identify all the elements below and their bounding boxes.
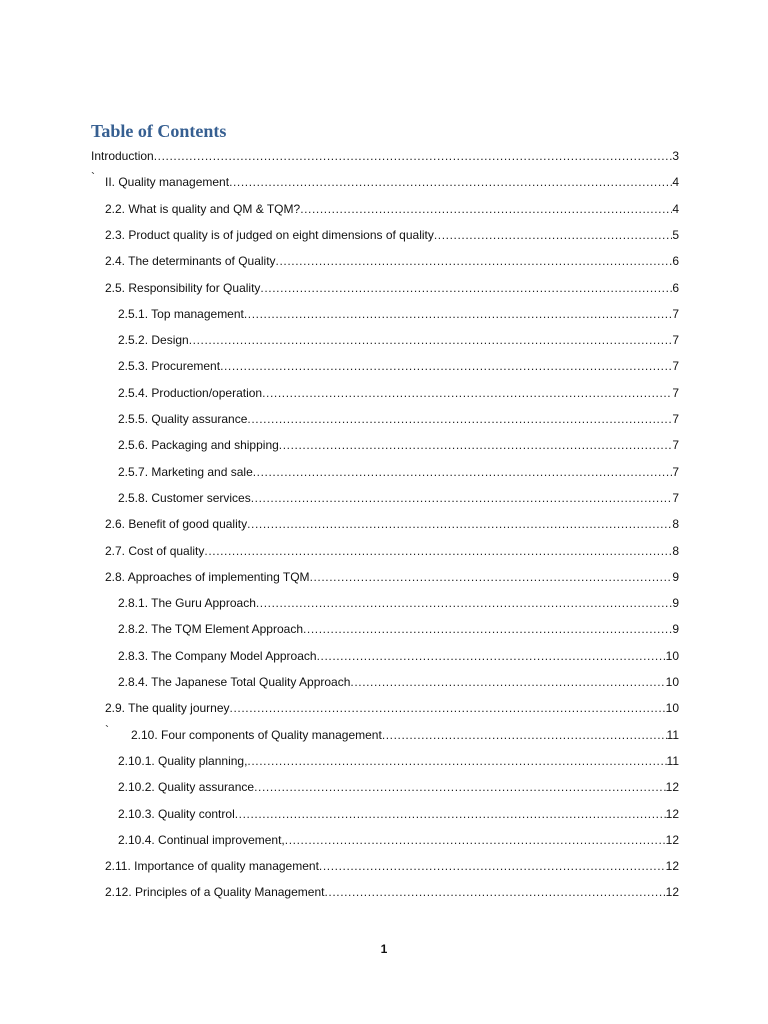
- toc-dot-leader: [279, 435, 673, 455]
- toc-entry[interactable]: [118, 409, 679, 429]
- toc-entry[interactable]: [118, 435, 679, 455]
- toc-entry-page-number: 5: [672, 228, 679, 242]
- toc-entry-mark: `: [91, 170, 95, 184]
- toc-entry-label: 2.5.5. Quality assurance: [118, 412, 248, 426]
- toc-entry-label: 2.8.3. The Company Model Approach: [118, 649, 317, 663]
- toc-entry[interactable]: [105, 882, 679, 902]
- toc-entry-label: 2.5.4. Production/operation: [118, 386, 263, 400]
- toc-entry-label: 2.7. Cost of quality: [105, 544, 205, 558]
- toc-entry-page-number: 4: [672, 175, 679, 189]
- toc-entry-label: 2.5.3. Procurement: [118, 359, 221, 373]
- toc-dot-leader: [247, 751, 666, 771]
- toc-entry[interactable]: [118, 304, 679, 324]
- toc-entry[interactable]: [118, 330, 679, 350]
- toc-entry-label: II. Quality management: [105, 175, 230, 189]
- toc-entry-label: 2.6. Benefit of good quality: [105, 517, 248, 531]
- toc-title: Table of Contents: [91, 121, 227, 141]
- toc-entry-page-number: 12: [665, 807, 679, 821]
- toc-entry-label: 2.10.1. Quality planning,: [118, 754, 248, 768]
- toc-entry[interactable]: [91, 146, 679, 166]
- toc-dot-leader: [310, 567, 673, 587]
- toc-entry-label: 2.5. Responsibility for Quality: [105, 281, 261, 295]
- toc-entry-page-number: 7: [672, 333, 679, 347]
- toc-entry-mark: `: [105, 723, 109, 737]
- toc-entry-label: 2.9. The quality journey: [105, 701, 230, 715]
- toc-entry[interactable]: [118, 646, 679, 666]
- toc-entry-label: 2.2. What is quality and QM & TQM?: [105, 202, 301, 216]
- toc-entry[interactable]: [105, 698, 679, 718]
- toc-dot-leader: [260, 278, 672, 298]
- toc-entry[interactable]: [118, 672, 679, 692]
- toc-entry-label: Introduction: [91, 149, 154, 163]
- toc-entry-page-number: 12: [665, 833, 679, 847]
- toc-dot-leader: [204, 541, 672, 561]
- toc-dot-leader: [189, 330, 673, 350]
- toc-dot-leader: [247, 514, 672, 534]
- toc-entry-page-number: 9: [672, 596, 679, 610]
- toc-entry-page-number: 6: [672, 281, 679, 295]
- toc-entry[interactable]: [105, 199, 679, 219]
- toc-dot-leader: [244, 304, 672, 324]
- toc-entry-label: 2.8.4. The Japanese Total Quality Approach: [118, 675, 351, 689]
- toc-entry-page-number: 10: [665, 675, 679, 689]
- toc-entry[interactable]: [118, 383, 679, 403]
- toc-dot-leader: [253, 462, 673, 482]
- toc-entry-label: 2.10.3. Quality control: [118, 807, 235, 821]
- toc-dot-leader: [324, 882, 665, 902]
- toc-entry-page-number: 12: [665, 859, 679, 873]
- toc-dot-leader: [235, 804, 666, 824]
- toc-dot-leader: [256, 593, 672, 613]
- toc-entry-page-number: 12: [665, 885, 679, 899]
- toc-entry-page-number: 7: [672, 438, 679, 452]
- toc-dot-leader: [350, 672, 665, 692]
- toc-dot-leader: [251, 488, 673, 508]
- toc-entry[interactable]: [118, 751, 679, 771]
- toc-entry[interactable]: [118, 830, 679, 850]
- toc-dot-leader: [154, 146, 673, 166]
- toc-entry-page-number: 8: [672, 517, 679, 531]
- toc-dot-leader: [319, 856, 666, 876]
- toc-entry-page-number: 7: [672, 386, 679, 400]
- toc-dot-leader: [285, 830, 666, 850]
- toc-dot-leader: [303, 619, 672, 639]
- toc-entry-label: 2.4. The determinants of Quality: [105, 254, 276, 268]
- toc-entry-label: 2.8. Approaches of implementing TQM: [105, 570, 310, 584]
- toc-entry-label: 2.10. Four components of Quality management: [131, 728, 382, 742]
- toc-entry[interactable]: [118, 593, 679, 613]
- toc-entry-page-number: 9: [672, 622, 679, 636]
- toc-entry[interactable]: [105, 541, 679, 561]
- toc-entry[interactable]: [105, 251, 679, 271]
- toc-entry-label: 2.5.6. Packaging and shipping: [118, 438, 279, 452]
- toc-entry-label: 2.10.4. Continual improvement,: [118, 833, 285, 847]
- toc-dot-leader: [220, 356, 672, 376]
- toc-entry-page-number: 10: [665, 701, 679, 715]
- toc-dot-leader: [382, 725, 667, 745]
- toc-entry-page-number: 7: [672, 465, 679, 479]
- toc-entry[interactable]: [105, 567, 679, 587]
- toc-entry[interactable]: [118, 619, 679, 639]
- toc-entry[interactable]: [105, 278, 679, 298]
- toc-entry[interactable]: [118, 804, 679, 824]
- toc-entry-page-number: 3: [672, 149, 679, 163]
- toc-dot-leader: [317, 646, 666, 666]
- toc-dot-leader: [434, 225, 672, 245]
- toc-entry[interactable]: [91, 170, 679, 192]
- toc-dot-leader: [247, 409, 672, 429]
- toc-dot-leader: [254, 777, 666, 797]
- page-number: 1: [380, 942, 388, 956]
- toc-entry[interactable]: [118, 356, 679, 376]
- toc-entry-page-number: 9: [672, 570, 679, 584]
- toc-entry-page-number: 12: [665, 780, 679, 794]
- toc-entry-label: 2.8.2. The TQM Element Approach: [118, 622, 303, 636]
- toc-entry-label: 2.11. Importance of quality management: [105, 859, 319, 873]
- toc-dot-leader: [229, 172, 672, 192]
- toc-entry-page-number: 11: [666, 754, 679, 768]
- toc-entry-label: 2.5.7. Marketing and sale: [118, 465, 253, 479]
- toc-entry-page-number: 7: [672, 307, 679, 321]
- toc-dot-leader: [300, 199, 672, 219]
- toc-entry-page-number: 7: [672, 491, 679, 505]
- toc-entry-label: 2.5.1. Top management: [118, 307, 244, 321]
- toc-entry-label: 2.5.8. Customer services: [118, 491, 251, 505]
- toc-entry-page-number: 7: [672, 359, 679, 373]
- toc-entry-page-number: 11: [666, 728, 679, 742]
- toc-dot-leader: [276, 251, 673, 271]
- toc-entry[interactable]: [105, 723, 679, 745]
- toc-entry-label: 2.8.1. The Guru Approach: [118, 596, 256, 610]
- toc-dot-leader: [230, 698, 666, 718]
- toc-dot-leader: [262, 383, 672, 403]
- toc-entry[interactable]: [105, 225, 679, 245]
- toc-entry-label: 2.10.2. Quality assurance: [118, 780, 255, 794]
- toc-entry-page-number: 10: [665, 649, 679, 663]
- toc-entry-page-number: 7: [672, 412, 679, 426]
- toc-entry[interactable]: [118, 777, 679, 797]
- toc-entry-label: 2.3. Product quality is of judged on eight dimensions of quality: [105, 228, 434, 242]
- toc-entry[interactable]: [118, 462, 679, 482]
- toc-entry[interactable]: [118, 488, 679, 508]
- toc-entry-label: 2.5.2. Design: [118, 333, 189, 347]
- toc-entry-page-number: 6: [672, 254, 679, 268]
- toc-entry-label: 2.12. Principles of a Quality Management: [105, 885, 325, 899]
- toc-entry-page-number: 4: [672, 202, 679, 216]
- toc-entry-page-number: 8: [672, 544, 679, 558]
- toc-entry[interactable]: [105, 856, 679, 876]
- toc-entry[interactable]: [105, 514, 679, 534]
